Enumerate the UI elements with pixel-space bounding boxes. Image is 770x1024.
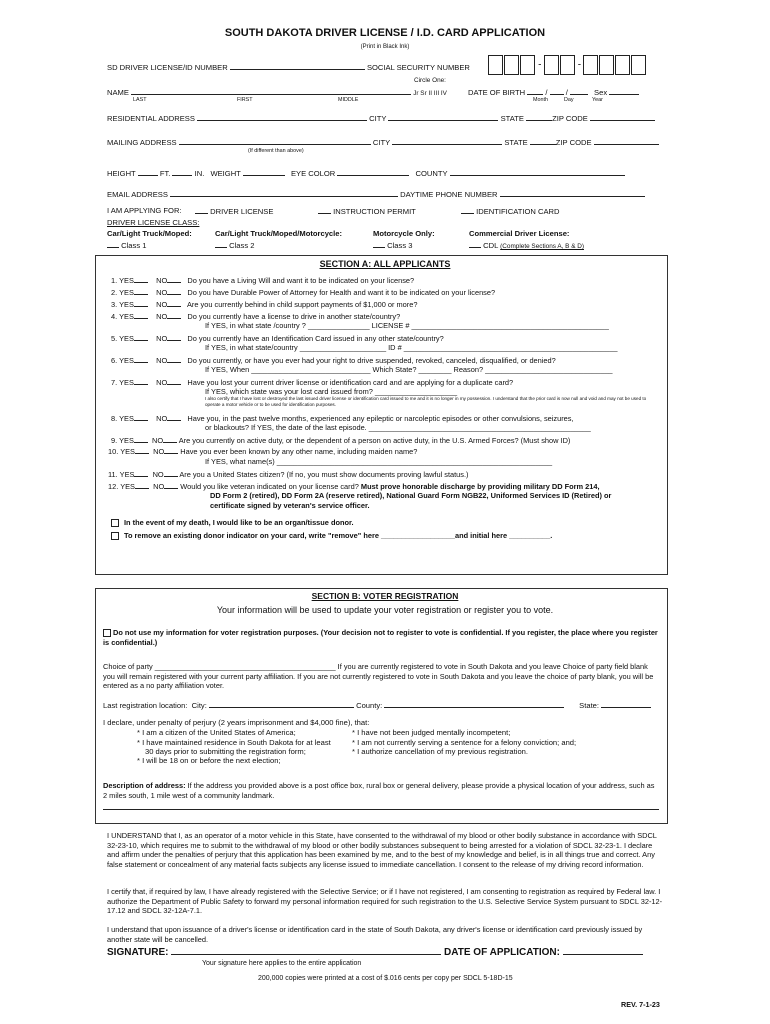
remove-donor-option[interactable]: To remove an existing donor indicator on your card, write "remove" here __________________and initial here __________.: [111, 531, 552, 540]
form-subtitle: (Print in Black Ink): [360, 44, 410, 50]
applying-label: I AM APPLYING FOR:: [107, 206, 182, 215]
signature-field[interactable]: [171, 946, 441, 955]
sex-field[interactable]: [609, 87, 639, 95]
phone-field[interactable]: [500, 189, 645, 197]
residential-row: [107, 113, 655, 123]
mail-zip-label: ZIP CODE: [555, 138, 592, 147]
q12-row: 12. YES NO Would you like veteran indicated on your license card? Must prove honorable discharge by providing military DD Form 214,: [108, 482, 600, 491]
last-reg-city-field[interactable]: [209, 700, 354, 708]
form-title: SOUTH DAKOTA DRIVER LICENSE / I.D. CARD APPLICATION: [224, 27, 546, 39]
q6-row: 6. YES NO Do you currently, or have you ever had your right to drive suspended, revoked, canceled, disqualified, or denied?: [111, 356, 556, 365]
q7-certification: I also certify that I have lost or destroyed the last issued driver license or identification card issued to me and it is no longer in my possession. I understand that the prior card is now null and void and may not be used to operate a motor vehicle or to be used for identification purposes.: [205, 396, 647, 407]
signature-note: Your signature here applies to the entire application: [202, 960, 362, 967]
last-reg-county-field[interactable]: [384, 700, 564, 708]
weight-field[interactable]: [243, 168, 285, 176]
mail-state-field[interactable]: [530, 137, 556, 145]
county-field[interactable]: [450, 168, 625, 176]
mail-zip-field[interactable]: [594, 137, 659, 145]
res-zip-label: ZIP CODE: [552, 114, 588, 123]
q4-row: 4. YES NO Do you currently have a license to drive in another state/country?: [111, 312, 401, 321]
signature-label: SIGNATURE:: [107, 947, 169, 958]
sex-label: Sex: [594, 88, 608, 97]
ft-label: FT.: [159, 169, 171, 178]
day-caption: Day: [564, 97, 574, 103]
section-b-title: SECTION B: VOTER REGISTRATION: [311, 591, 459, 601]
revision-label: REV. 7-1-23: [621, 1000, 660, 1009]
declare-citizen: * I am a citizen of the United States of America;: [137, 728, 296, 737]
q6-followup[interactable]: If YES, When _____________________________ Which State? ________ Reason? _______________________________: [205, 365, 613, 374]
class2-heading: Car/Light Truck/Moped/Motorcycle:: [215, 229, 342, 238]
residential-field[interactable]: [197, 113, 367, 121]
q8-row: 8. YES NO Have you, in the past twelve months, experienced any epileptic or narcoleptic episodes or other convulsions, seizures,: [111, 414, 574, 423]
class1-option[interactable]: Class 1: [107, 240, 146, 250]
section-b-subtitle: Your information will be used to update your voter registration or register you to vote.: [216, 605, 554, 615]
declare-residence-2: 30 days prior to submitting the registration form;: [145, 747, 306, 756]
address-description-line[interactable]: [103, 809, 659, 810]
voter-opt-out[interactable]: Do not use my information for voter registration purposes. (Your decision not to register to vote is confidential. If you register, the place where you register is confidential.): [103, 628, 658, 647]
apply-identification-card[interactable]: IDENTIFICATION CARD: [461, 206, 560, 216]
dl-number-label: SD DRIVER LICENSE/ID NUMBER: [107, 63, 228, 72]
height-ft-field[interactable]: [138, 168, 158, 176]
email-field[interactable]: [170, 189, 398, 197]
physical-row: [107, 168, 625, 178]
height-label: HEIGHT: [107, 169, 136, 178]
date-application-label: DATE OF APPLICATION:: [444, 947, 560, 958]
donor-checkbox[interactable]: [111, 519, 119, 527]
class2-option[interactable]: Class 2: [215, 240, 254, 250]
res-state-field[interactable]: [526, 113, 552, 121]
declare-text: I declare, under penalty of perjury (2 years imprisonment and $4,000 fine), that:: [103, 718, 370, 727]
declare-age: * I will be 18 on or before the next election;: [137, 756, 281, 765]
q7-row: 7. YES NO Have you lost your current driver license or identification card and are applying for a duplicate card?: [111, 378, 514, 387]
q12-certificate: certificate signed by veteran's service officer.: [210, 501, 370, 510]
q3-row: 3. YES NO Are you currently behind in child support payments of $1,000 or more?: [111, 300, 418, 309]
phone-label: DAYTIME PHONE NUMBER: [400, 190, 498, 199]
section-a-title: SECTION A: ALL APPLICANTS: [319, 259, 451, 269]
res-zip-field[interactable]: [590, 113, 655, 121]
eye-label: EYE COLOR: [290, 169, 336, 178]
mail-city-label: CITY: [372, 138, 391, 147]
dob-month-field[interactable]: [527, 87, 543, 95]
apply-instruction-permit[interactable]: INSTRUCTION PERMIT: [318, 206, 416, 216]
res-city-label: CITY: [369, 114, 387, 123]
height-in-field[interactable]: [172, 168, 192, 176]
remove-donor-checkbox[interactable]: [111, 532, 119, 540]
dob-day-field[interactable]: [550, 87, 564, 95]
cdl-heading: Commercial Driver License:: [469, 229, 570, 238]
class-heading: DRIVER LICENSE CLASS:: [107, 218, 200, 227]
declare-residence: * I have maintained residence in South Dakota for at least: [137, 738, 331, 747]
mailing-field[interactable]: [179, 137, 371, 145]
residential-label: RESIDENTIAL ADDRESS: [107, 114, 195, 123]
selective-service-paragraph: I certify that, if required by law, I have already registered with the Selective Service; or if I have not registered, I am consenting to registration as required by Federal law. I authorize the Department of Public Safety to forward my personal information required for such registration to the U.S. Selective Service System pursuant to SDCL 32-12-17.12 and SDCL 32-12A-7.1.: [107, 887, 663, 916]
in-label: IN.: [194, 169, 205, 178]
dl-number-field[interactable]: [230, 62, 365, 70]
cdl-option[interactable]: CDL (Complete Sections A, B & D): [469, 240, 584, 250]
q5-row: 5. YES NO Do you currently have an Identification Card issued in any other state/country?: [111, 334, 444, 343]
donor-option[interactable]: In the event of my death, I would like to be an organ/tissue donor.: [111, 518, 354, 527]
contact-row: [107, 189, 645, 199]
signature-row: [107, 946, 643, 958]
copies-note: 200,000 copies were printed at a cost of $.016 cents per copy per SDCL 5-18D-15: [258, 975, 513, 982]
mailing-label: MAILING ADDRESS: [107, 138, 177, 147]
first-caption: FIRST: [237, 97, 253, 103]
q5-followup[interactable]: If YES, in what state/country _____________________ ID # ____________________________________________________: [205, 343, 618, 352]
suffix-options[interactable]: Jr Sr II III IV: [413, 90, 447, 97]
if-different-caption: (If different than above): [248, 148, 304, 154]
year-caption: Year: [592, 97, 603, 103]
res-state-label: STATE: [500, 114, 524, 123]
name-row: [107, 87, 447, 97]
name-label: NAME: [107, 88, 129, 97]
declare-felony: * I am not currently serving a sentence for a felony conviction; and;: [352, 738, 577, 747]
ssn-boxes[interactable]: - -: [488, 55, 647, 75]
mail-state-label: STATE: [504, 138, 528, 147]
class3-heading: Motorcycle Only:: [373, 229, 435, 238]
q12-forms: DD Form 2 (retired), DD Form 2A (reserve retired), National Guard Form NGB22, Uniformed Services ID (Retired) or: [210, 491, 612, 500]
middle-caption: MIDDLE: [338, 97, 359, 103]
date-application-field[interactable]: [563, 946, 643, 955]
apply-driver-license[interactable]: DRIVER LICENSE: [195, 206, 273, 216]
q10-followup[interactable]: If YES, what name(s) ___________________________________________________________________: [205, 457, 553, 466]
dob-label: DATE OF BIRTH: [468, 88, 526, 97]
res-city-field[interactable]: [388, 113, 498, 121]
voter-opt-out-checkbox[interactable]: [103, 629, 111, 637]
q11-row: 11. YES NO Are you a United States citizen? (If no, you must show documents proving lawful status.): [108, 470, 469, 479]
q7-followup[interactable]: If YES, which state was your lost card issued from? ____________________: [205, 387, 458, 396]
eye-field[interactable]: [337, 168, 409, 176]
ssn-label: SOCIAL SECURITY NUMBER: [366, 63, 470, 72]
last-registration-row: Last registration location: City: County: State:: [103, 700, 651, 710]
declare-competent: * I have not been judged mentally incompetent;: [352, 728, 511, 737]
cancellation-paragraph: I understand that upon issuance of a driver's license or identification card in the state of South Dakota, any driver's license or identification card previously issued by another state will be cancelled.: [107, 925, 643, 944]
class3-option[interactable]: Class 3: [373, 240, 412, 250]
class1-heading: Car/Light Truck/Moped:: [107, 229, 192, 238]
weight-label: WEIGHT: [210, 169, 241, 178]
party-choice[interactable]: Choice of party ____________________________________________ If you are currently registered to vote in South Dakota and you leave Choice of party field blank you will remain registered with your current party affiliation. If you are not currently registered to vote in South Dakota and you leave the choice of party blank, you will be entered as a no party affiliation voter.: [103, 662, 654, 691]
q2-row: 2. YES NO Do you have Durable Power of Attorney for Health and want it to be indicated on your license?: [111, 288, 496, 297]
q9-row: 9. YES NO Are you currently on active duty, or the dependent of a person on active duty, in the U.S. Armed Forces? (Must show ID): [111, 436, 571, 445]
q4-followup[interactable]: If YES, in what state /country ? _______________ LICENSE # ________________________________________________: [205, 321, 609, 330]
declare-cancel: * I authorize cancellation of my previous registration.: [352, 747, 529, 756]
dob-year-field[interactable]: [570, 87, 588, 95]
address-description[interactable]: Description of address: If the address you provided above is a post office box, rural box or general delivery, please provide a physical location of your address, such as 2 miles south, 1 mile west of a community landmark.: [103, 781, 655, 800]
mail-city-field[interactable]: [392, 137, 502, 145]
dl-number-row: [107, 62, 470, 72]
email-label: EMAIL ADDRESS: [107, 190, 168, 199]
last-reg-state-field[interactable]: [601, 700, 651, 708]
county-label: COUNTY: [415, 169, 448, 178]
mailing-row: [107, 137, 659, 147]
month-caption: Month: [533, 97, 548, 103]
q8-followup[interactable]: or blackouts? If YES, the date of the last episode. ______________________________________________________: [205, 423, 591, 432]
circle-one-label: Circle One:: [414, 77, 446, 84]
q1-row: 1. YES NO Do you have a Living Will and want it to be indicated on your license?: [111, 276, 415, 285]
q10-row: 10. YES NO Have you ever been known by any other name, including maiden name?: [108, 447, 418, 456]
consent-paragraph: I UNDERSTAND that I, as an operator of a motor vehicle in this State, have consented to the withdrawal of my blood or other bodily substance in accordance with SDCL 32-23-10, which requires me to submit to the withdrawal of my blood or other bodily substances subsequent to being arrested for a violation of SDCL 32-23-1. I declare and affirm under the penalties of perjury that this application has been examined by me, and to the best of my knowledge and belief, is in all things true and correct. Any false statement or concealment of any material facts subjects any license issued to immediate cancellation. I consent to the release of my driving record information.: [107, 831, 657, 869]
last-caption: LAST: [133, 97, 147, 103]
name-field[interactable]: [131, 87, 411, 95]
dob-row: DATE OF BIRTH / / Sex: [468, 87, 639, 97]
